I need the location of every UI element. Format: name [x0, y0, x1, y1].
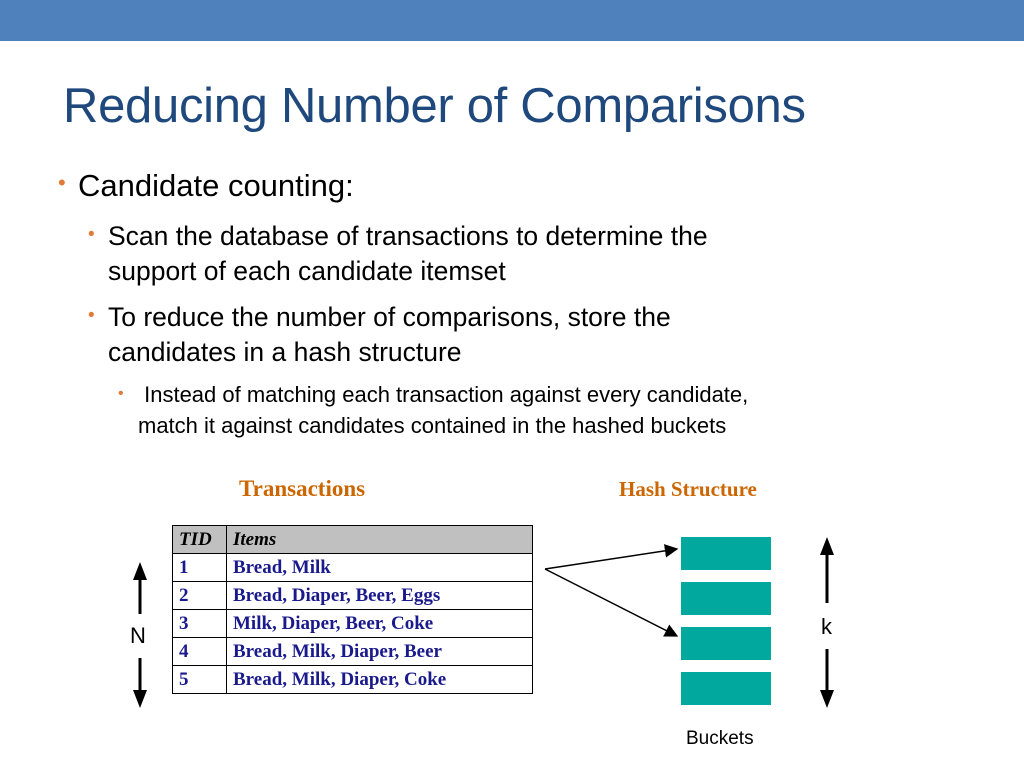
column-header-items: Items: [227, 526, 533, 554]
items-cell: Milk, Diaper, Beer, Coke: [227, 610, 533, 638]
tid-cell: 5: [173, 666, 227, 694]
items-cell: Bread, Milk, Diaper, Coke: [227, 666, 533, 694]
k-label: k: [821, 614, 832, 639]
items-cell: Bread, Milk: [227, 554, 533, 582]
tid-cell: 1: [173, 554, 227, 582]
hash-structure-caption: Hash Structure: [619, 477, 757, 501]
n-arrow-down-icon: [133, 690, 147, 708]
k-arrow-up-icon: [820, 537, 834, 555]
bullet-text-line: To reduce the number of comparisons, store the: [108, 302, 671, 332]
bullet-text-line: Instead of matching each transaction against every candidate,: [138, 382, 749, 407]
items-cell: Bread, Diaper, Beer, Eggs: [227, 582, 533, 610]
transactions-caption: Transactions: [239, 476, 366, 501]
arrow-to-bucket-1: [545, 549, 677, 569]
items-cell: Bread, Milk, Diaper, Beer: [227, 638, 533, 666]
tid-cell: 4: [173, 638, 227, 666]
bullet-dot-icon: •: [58, 170, 66, 195]
tid-cell: 2: [173, 582, 227, 610]
buckets-label: Buckets: [686, 728, 754, 749]
n-arrow-up-icon: [133, 562, 147, 580]
bullet-text: Candidate counting:: [78, 168, 354, 203]
bullet-text-line: Scan the database of transactions to determine the: [108, 221, 708, 251]
bullet-text-line: match it against candidates contained in the hashed buckets: [138, 413, 727, 438]
bullet-dot-icon: •: [88, 305, 95, 326]
tid-cell: 3: [173, 610, 227, 638]
bullet-text-line: support of each candidate itemset: [108, 256, 506, 286]
bullet-text-line: candidates in a hash structure: [108, 337, 462, 367]
bullet-dot-icon: •: [118, 385, 124, 402]
k-arrow-down-icon: [820, 690, 834, 708]
arrow-to-bucket-3: [545, 569, 677, 636]
slide-title: Reducing Number of Comparisons: [63, 79, 806, 133]
column-header-tid: TID: [173, 526, 227, 554]
n-label: N: [130, 623, 146, 648]
bullet-dot-icon: •: [88, 224, 95, 245]
